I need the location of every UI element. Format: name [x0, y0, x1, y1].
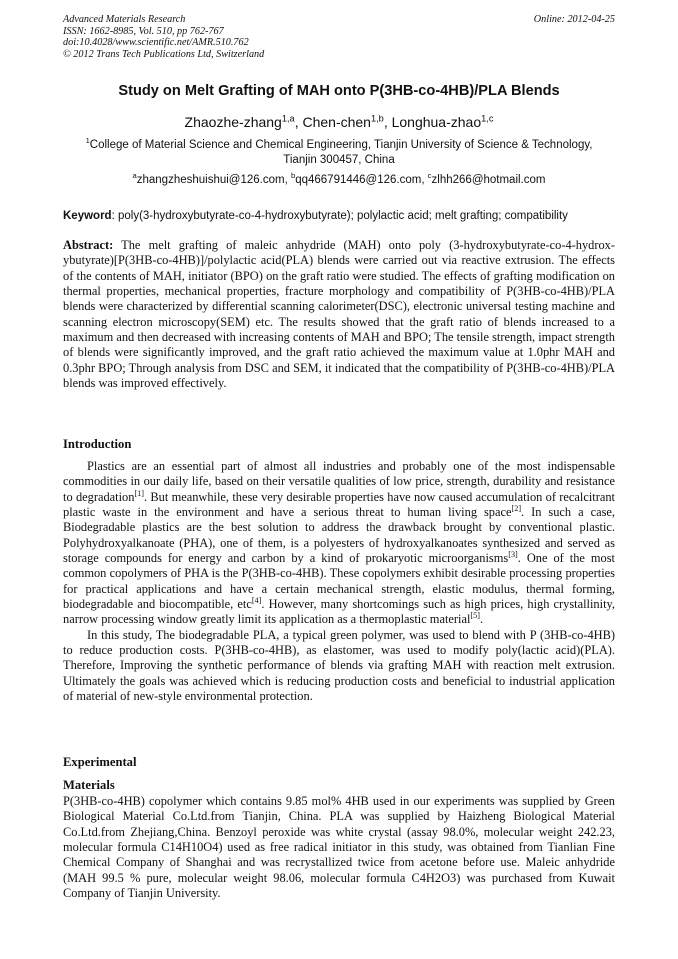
- journal-doi: doi:10.4028/www.scientific.net/AMR.510.762: [63, 37, 249, 49]
- text-run: Plastics are an essential part of almost all industries and probably one of the most indispensable commodities in our daily life, based on their versatile qualities of low price, strength, durability and resistance to degradation: [63, 459, 615, 504]
- abstract: [63, 238, 615, 391]
- text-run: . However, many shortcomings such as high prices, high crystallinity, narrow processing window greatly limit its application as a thermoplastic material: [63, 597, 615, 627]
- online-date: Online: 2012-04-25: [533, 14, 615, 25]
- author-list: [40, 114, 638, 130]
- keywords-label: Keyword: [63, 210, 112, 222]
- citation[interactable]: [5]: [470, 611, 480, 621]
- affiliation-text: College of Material Science and Chemical Engineering, Tianjin University of Science & Technology,: [89, 139, 593, 151]
- citation[interactable]: [2]: [511, 503, 522, 513]
- materials-paragraph: P(3HB-co-4HB) copolymer which contains 9.85 mol% 4HB used in our experiments was supplied by Green Biological Material Co.Ltd.from Tianjin, China. PLA was supplied by Haizheng Biological Material Co.Ltd.from Zhejiang,China. Benzoyl peroxide was white crystal (assay 98.0%, molecular weight 242.23, molecular formula C14H10O4) used as free radical initiator in this study, was obtained from Tianlian Fine Chemical Company of Shanghai and was recrystallized twice from acetone before use. Maleic anhydride (MAH 99.5 % pure, molecular weight 98.06, molecular formula C4H2O3) was purchased from Kuwait Company of Tianjin University.: [63, 794, 615, 901]
- abstract-label: Abstract:: [63, 238, 114, 252]
- citation[interactable]: [4]: [251, 595, 262, 605]
- journal-copyright: © 2012 Trans Tech Publications Ltd, Switzerland: [63, 48, 265, 60]
- keywords: [63, 210, 615, 222]
- text-run: . In such a case, Biodegradable plastics are the best solution to address the drawback brought by conventional plastic. Polyhydroxyalkanoate (PHA), one of them, is a polyesters of hydroxyalkanoates synthesized and served as storage compounds for energy and carbon by a kind of prokaryotic microorganisms: [63, 505, 615, 566]
- paragraph: In this study, The biodegradable PLA, a typical green polymer, was used to blend with P (3HB-co-4HB) to reduce production costs. P(3HB-co-4HB), as elastomer, was used to modify poly(lactic acid)(PLA). Therefore, Improving the synthetic performance of blends via grafting MAH with reaction melt extrusion. Ultimately the goals was achieved which is reducing production costs and beneficial to industrial application of material of new-style environmental protection.: [63, 627, 615, 704]
- journal-header: [63, 14, 615, 60]
- text-run: . But meanwhile, these very desirable properties have now caused accumulation of recalcitrant plastic waste in the environment and have a serious threat to human living space: [63, 489, 615, 520]
- author-name: Chen-chen: [302, 114, 371, 130]
- experimental-heading: Experimental: [63, 755, 137, 769]
- materials-subheading: Materials: [63, 778, 115, 792]
- affiliation-mark: 1: [85, 136, 90, 146]
- introduction-heading: Introduction: [63, 437, 132, 451]
- email-link[interactable]: qq466791446@126.com,: [295, 174, 428, 186]
- author-emails: [40, 171, 638, 186]
- author-name: Zhaozhe-zhang: [184, 114, 282, 130]
- citation[interactable]: [3]: [508, 549, 518, 559]
- keywords-text: : poly(3-hydroxybutyrate-co-4-hydroxybutyrate); polylactic acid; melt grafting; compatibility: [111, 210, 568, 222]
- text-run: . One of the most common copolymers of PHA is the P(3HB-co-4HB). These copolymers exhibit desirable processing properties for practical applications and have a certain mechanical strength, elastic modulus, thermal forming, biodegradable and biocompatible, etc: [63, 551, 615, 612]
- email-mark: c: [427, 171, 432, 181]
- text-run: .: [479, 612, 484, 627]
- abstract-text: The melt grafting of maleic anhydride (MAH) onto poly (3-hydroxybutyrate-co-4-hydrox-ybutyrate)[P(3HB-co-4HB)]/polylactic acid(PLA) blends were carried out via reactive extrusion. The effects of the contents of MAH, initiator (BPO) on the graft ratio were studied. The effects of grafting modification on thermal properties, mechanical properties, fracture morphology and compatibility of P(3HB-co-4HB)/PLA blends were characterized by differential scanning calorimeter(DSC), electronic universal testing machine and scanning electron microscopy(SEM) etc. The results showed that the graft ratio of blends increased to a maximum and then decreased with increasing contents of MAH and BPO; The tensile strength, impact strength of blends were significantly improved, and the graft ratio achieved the maximum value at 1.0phr MAH and 0.3phr BPO; Through analysis from DSC and SEM, it indicated that the compatibility of P(3HB-co-4HB)/PLA blends was improved effectively.: [63, 238, 615, 391]
- citation[interactable]: [1]: [134, 488, 144, 498]
- paragraph: [63, 459, 615, 628]
- email-mark: b: [290, 171, 296, 181]
- email-link[interactable]: zlhh266@hotmail.com: [431, 174, 546, 186]
- author-separator: ,: [294, 114, 303, 130]
- introduction-body: [63, 459, 615, 705]
- author-affiliation-mark: 1,b: [370, 113, 384, 124]
- paper-title: Study on Melt Grafting of MAH onto P(3HB-co-4HB)/PLA Blends: [118, 83, 560, 99]
- email-link[interactable]: zhangzheshuishui@126.com,: [136, 174, 291, 186]
- journal-name: Advanced Materials Research: [63, 14, 186, 25]
- affiliation-line: [60, 138, 618, 153]
- email-mark: a: [132, 171, 137, 181]
- author-affiliation-mark: 1,a: [281, 113, 295, 124]
- affiliation-line: Tianjin 300457, China: [283, 153, 395, 166]
- journal-issn: ISSN: 1662-8985, Vol. 510, pp 762-767: [63, 25, 224, 37]
- author-affiliation-mark: 1,c: [481, 113, 494, 124]
- author-separator: ,: [383, 114, 392, 130]
- affiliation: [60, 138, 618, 168]
- author-name: Longhua-zhao: [391, 114, 482, 130]
